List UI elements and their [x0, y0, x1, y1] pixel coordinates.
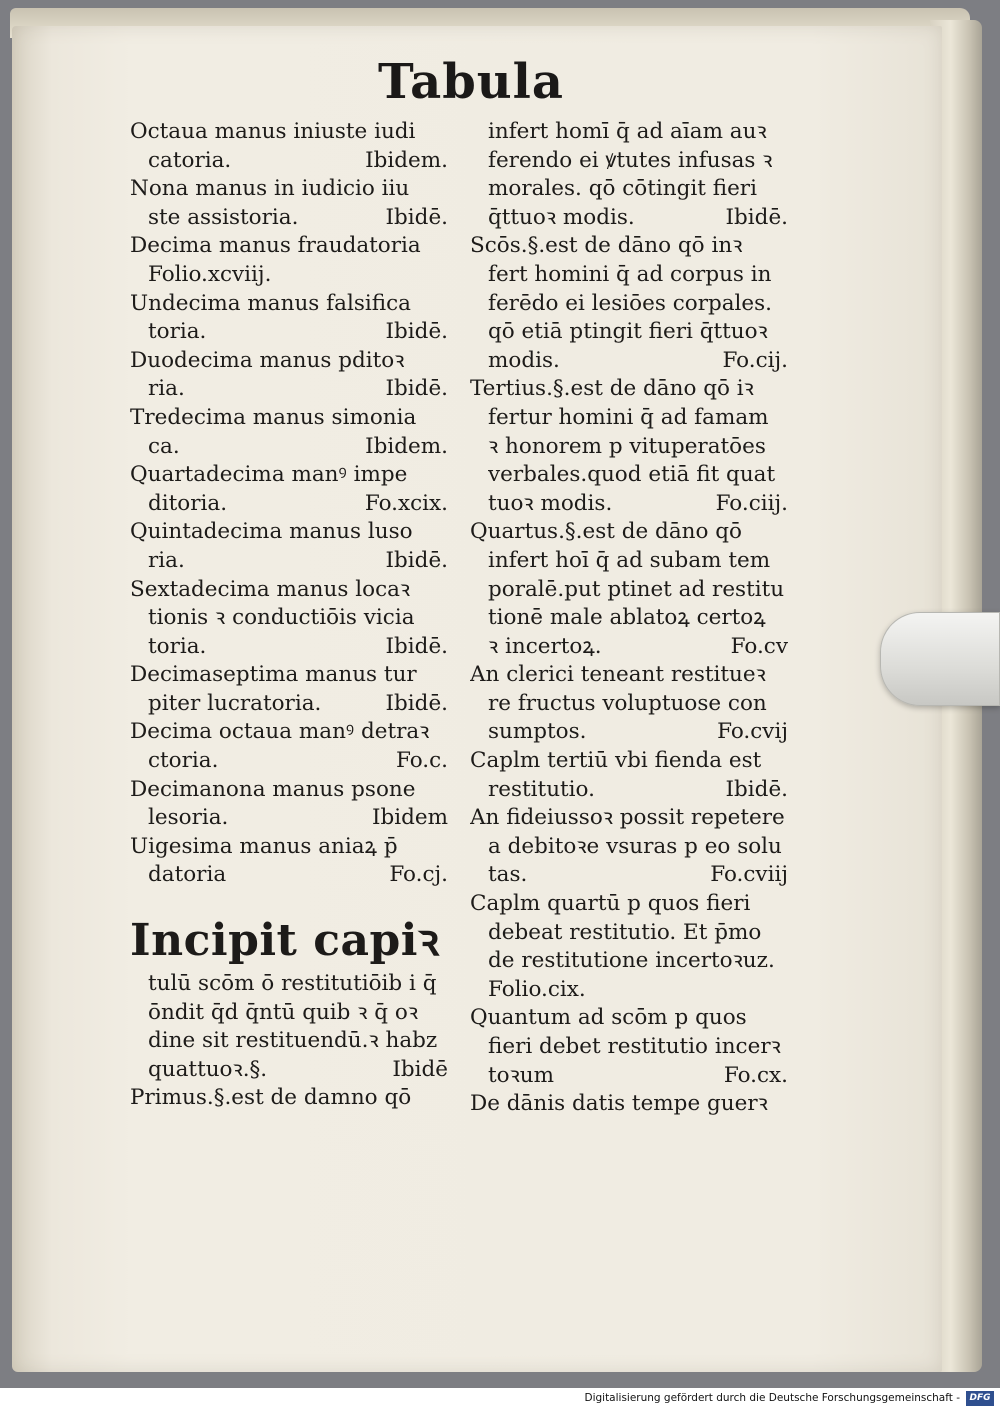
entry-text: infert hoī q̄ ad subam tem: [488, 547, 771, 573]
index-entry: [130, 118, 448, 147]
entry-text: Decima octaua manꝰ detraꝛ: [130, 719, 430, 745]
index-entry: [130, 861, 448, 890]
entry-text: fert homini q̄ ad corpus in: [488, 261, 772, 287]
entry-text: sumptos.: [488, 719, 587, 745]
index-entry: [470, 1033, 788, 1062]
index-entry: [470, 661, 788, 690]
index-entry: [130, 347, 448, 376]
index-entry: [130, 970, 448, 999]
index-entry: [130, 747, 448, 776]
index-entry: [470, 919, 788, 948]
index-entry: [470, 433, 788, 462]
index-entry: [470, 633, 788, 662]
entry-text: Folio.cix.: [488, 976, 586, 1002]
entry-text: catoria.: [148, 147, 232, 173]
index-entry: [470, 1090, 788, 1119]
folio-reference: Ibidē.: [725, 204, 788, 230]
index-entry: [470, 718, 788, 747]
entry-text: Undecima manus falsifica: [130, 290, 411, 316]
folio-reference: Ibidē.: [385, 690, 448, 716]
folio-reference: Ibidem.: [365, 147, 448, 173]
index-entry: [130, 433, 448, 462]
entry-text: Decimaseptima manus tur: [130, 662, 417, 688]
folio-reference: Ibidē.: [385, 319, 448, 345]
entry-text: morales. qō cōtingit fieri: [488, 176, 757, 202]
entry-text: Scōs.§.est de dāno qō inꝛ: [470, 233, 743, 259]
index-entry: [130, 776, 448, 805]
index-entry: [130, 633, 448, 662]
index-entry: [470, 947, 788, 976]
entry-text: Quantum ad scōm p quos: [470, 1005, 747, 1031]
entry-text: lesoria.: [148, 805, 229, 831]
entry-text: tionis ꝛ conductiōis vicia: [148, 605, 415, 631]
entry-text: de restitutione incertoꝛuz.: [488, 948, 775, 974]
entry-text: ferēdo ei lesiōes corpales.: [488, 290, 773, 316]
entry-text: ꝛ honorem p vituperatōes: [488, 433, 766, 459]
index-entry: [130, 261, 448, 290]
entry-text: Folio.xcviij.: [148, 261, 272, 287]
index-entry: [130, 547, 448, 576]
index-entry: [470, 347, 788, 376]
index-entry: [130, 404, 448, 433]
clasp-strap: [880, 612, 1000, 706]
index-entry: [130, 833, 448, 862]
entry-text: Decimanona manus psone: [130, 776, 416, 802]
index-entry: [470, 461, 788, 490]
entry-text: tulū scōm ō restitutiōib i q̄: [148, 971, 437, 997]
index-entry: [130, 461, 448, 490]
index-entry: [470, 118, 788, 147]
entry-text: verbales.quod etiā fit quat: [488, 462, 776, 488]
index-entry: [470, 747, 788, 776]
index-entry: [470, 290, 788, 319]
page-title: Tabula: [377, 54, 565, 110]
entry-text: a debitoꝛe vsuras p eo solu: [488, 833, 782, 859]
footer-bar: [0, 1388, 1000, 1410]
entry-text: toꝛum: [488, 1062, 555, 1088]
entry-text: toria.: [148, 633, 207, 659]
index-entry: [470, 232, 788, 261]
index-entry: [470, 861, 788, 890]
entry-text: toria.: [148, 319, 207, 345]
entry-text: piter lucratoria.: [148, 690, 322, 716]
folio-reference: Fo.cx.: [723, 1062, 788, 1088]
index-entry: [130, 1056, 448, 1085]
folio-reference: Fo.ciij.: [715, 490, 788, 516]
entry-text: Duodecima manus pditoꝛ: [130, 347, 405, 373]
folio-reference: Fo.cij.: [722, 347, 788, 373]
entry-text: ria.: [148, 547, 185, 573]
entry-text: ste assistoria.: [148, 204, 299, 230]
entry-text: quattuoꝛ.§.: [148, 1056, 268, 1082]
entry-text: ditoria.: [148, 490, 228, 516]
entry-text: Decima manus fraudatoria: [130, 233, 421, 259]
index-entry: [130, 804, 448, 833]
index-entry: [130, 490, 448, 519]
index-entry: [130, 204, 448, 233]
index-entry: [130, 718, 448, 747]
entry-text: Caplm quartū p quos fieri: [470, 891, 751, 917]
entry-text: An fideiussoꝛ possit repetere: [470, 805, 785, 831]
entry-text: ferendo ei ꝟtutes infusas ꝛ: [488, 147, 773, 173]
index-entry: [470, 518, 788, 547]
entry-text: Sextadecima manus locaꝛ: [130, 576, 411, 602]
entry-text: datoria: [148, 862, 227, 888]
folio-reference: Fo.cj.: [389, 862, 448, 888]
folio-reference: Fo.cviij: [710, 862, 788, 888]
index-entry: [470, 1004, 788, 1033]
index-entry: [130, 999, 448, 1028]
folio-reference: Ibidē.: [385, 376, 448, 402]
entry-text: infert homī q̄ ad aīam auꝛ: [488, 119, 767, 144]
index-entry: [130, 375, 448, 404]
index-entry: [130, 318, 448, 347]
entry-text: fieri debet restitutio incerꝛ: [488, 1034, 781, 1059]
index-entry: [130, 290, 448, 319]
entry-text: ꝛ incertoꝝ.: [488, 633, 602, 659]
entry-text: q̄ttuoꝛ modis.: [488, 204, 635, 230]
folio-reference: Ibidē.: [385, 547, 448, 573]
folio-reference: Fo.cvij: [717, 719, 788, 745]
entry-text: ctoria.: [148, 748, 219, 774]
index-entry: [130, 690, 448, 719]
index-entry: [470, 261, 788, 290]
index-entry: [470, 833, 788, 862]
index-entry: [470, 547, 788, 576]
entry-text: Tertius.§.est de dāno qō iꝛ: [470, 376, 754, 402]
entry-text: Primus.§.est de damno qō: [130, 1085, 412, 1111]
entry-text: tuoꝛ modis.: [488, 490, 613, 516]
entry-text: Nona manus in iudicio iiu: [130, 176, 410, 202]
entry-text: fertur homini q̄ ad famam: [488, 404, 769, 430]
spacer: [130, 890, 448, 912]
folio-reference: Ibidē.: [385, 633, 448, 659]
entry-text: dine sit restituendū.ꝛ habz: [148, 1028, 438, 1054]
index-entry: [470, 175, 788, 204]
left-column: [130, 118, 448, 1113]
index-entry: [470, 604, 788, 633]
entry-text: restitutio.: [488, 776, 595, 802]
index-entry: [130, 147, 448, 176]
folio-reference: Fo.xcix.: [364, 490, 448, 516]
folio-reference: Ibidē.: [385, 204, 448, 230]
entry-text: Octaua manus iniuste iudi: [130, 119, 416, 144]
entry-text: Quintadecima manus luso: [130, 519, 413, 545]
index-entry: [130, 661, 448, 690]
dfg-logo: DFG: [966, 1391, 994, 1406]
index-entry: [470, 576, 788, 605]
index-entry: [130, 175, 448, 204]
footer-credit: Digitalisierung gefördert durch die Deutsche Forschungsgemeinschaft -: [584, 1392, 960, 1404]
folio-reference: Fo.c.: [395, 748, 448, 774]
right-column: [470, 118, 788, 1119]
index-entry: [130, 1027, 448, 1056]
entry-text: tas.: [488, 862, 528, 888]
index-entry: [130, 576, 448, 605]
index-entry: [470, 1062, 788, 1091]
entry-text: Tredecima manus simonia: [130, 404, 417, 430]
entry-text: poralē.put ptinet ad restitu: [488, 576, 785, 602]
entry-text: modis.: [488, 347, 560, 373]
entry-text: tionē male ablatoꝝ certoꝝ: [488, 605, 766, 631]
entry-text: ōndit q̄d q̄ntū quib ꝛ q̄ oꝛ: [148, 999, 419, 1025]
folio-reference: Ibidē.: [725, 776, 788, 802]
entry-text: Uigesima manus aniaꝝ p̄: [130, 833, 398, 859]
folio-reference: Ibidem: [371, 805, 448, 831]
entry-text: Quartus.§.est de dāno qō: [470, 519, 742, 545]
index-entry: [470, 804, 788, 833]
index-entry: [470, 890, 788, 919]
entry-text: Caplm tertiū vbi fienda est: [470, 748, 762, 774]
index-entry: [470, 690, 788, 719]
entry-text: re fructus voluptuose con: [488, 690, 767, 716]
index-entry: [470, 490, 788, 519]
folio-reference: Fo.cv: [730, 633, 788, 659]
index-entry: [130, 1084, 448, 1113]
index-entry: [130, 604, 448, 633]
index-entry: [470, 976, 788, 1005]
index-entry: [470, 147, 788, 176]
index-entry: [130, 518, 448, 547]
index-entry: [130, 232, 448, 261]
entry-text: debeat restitutio. Et p̄mo: [488, 919, 762, 945]
folio-reference: Ibidē: [392, 1056, 448, 1082]
entry-text: De dānis datis tempe guerꝛ: [470, 1091, 768, 1117]
entry-text: qō etiā ptingit fieri q̄ttuoꝛ: [488, 319, 768, 345]
entry-text: ca.: [148, 433, 180, 459]
index-entry: [470, 375, 788, 404]
index-entry: [470, 404, 788, 433]
index-entry: [470, 318, 788, 347]
index-entry: [470, 204, 788, 233]
index-entry: [470, 776, 788, 805]
entry-text: ria.: [148, 376, 185, 402]
entry-text: Quartadecima manꝰ impe: [130, 462, 408, 488]
incipit-heading: Incipit capiꝛ: [130, 915, 440, 967]
entry-text: An clerici teneant restitueꝛ: [470, 662, 766, 688]
folio-reference: Ibidem.: [365, 433, 448, 459]
